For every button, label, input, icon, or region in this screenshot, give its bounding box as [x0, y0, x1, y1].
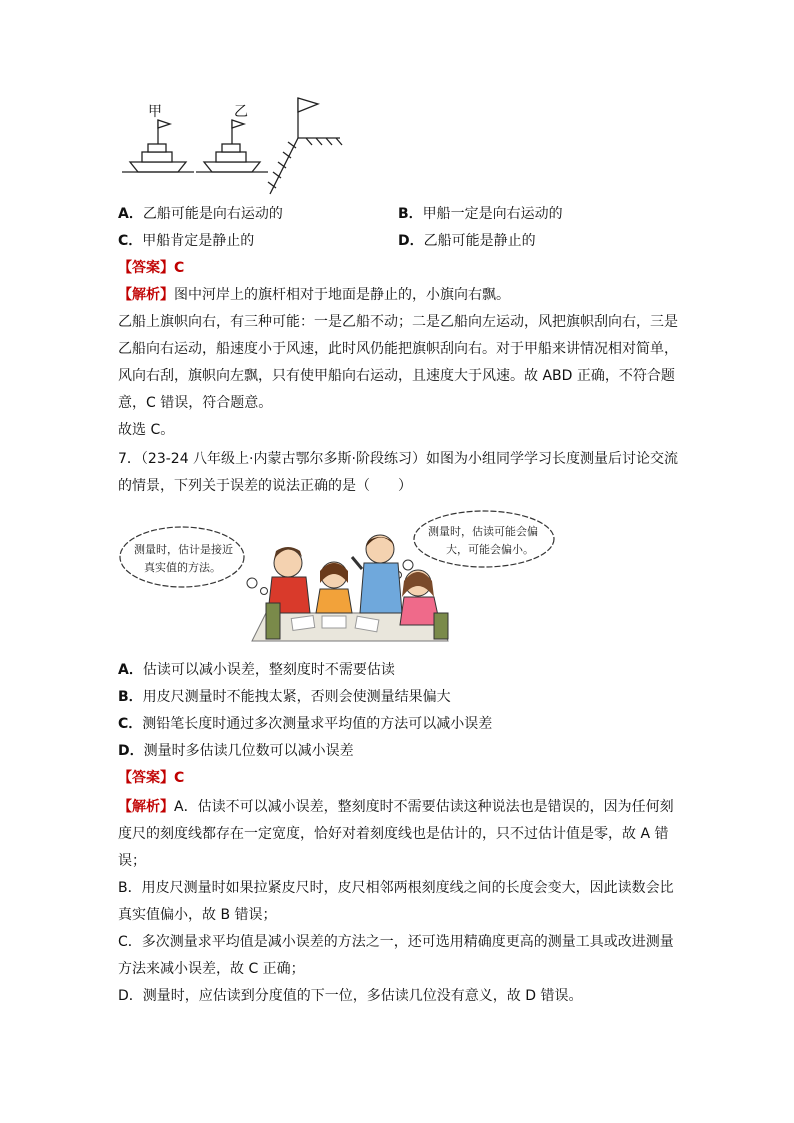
q7-stem-line-1: 7．（23-24 八年级上·内蒙古鄂尔多斯·阶段练习）如图为小组同学学习长度测量后讨论交流: [118, 451, 678, 467]
q6-analysis-line-3: 乙船向右运动，船速度小于风速，此时风仍能把旗帜刮向右。对于甲船来讲情况相对简单，: [118, 341, 678, 357]
q6-option-a[interactable]: A．乙船可能是向右运动的: [118, 206, 283, 222]
q6-option-d[interactable]: D．乙船可能是静止的: [398, 233, 536, 249]
q6-option-c[interactable]: C．甲船肯定是静止的: [118, 233, 255, 249]
q7-analysis-line-3: 误；: [118, 853, 146, 869]
q7-option-d[interactable]: D．测量时多估读几位数可以减小误差: [118, 743, 354, 759]
q6-options-row-2: [118, 230, 718, 252]
q7-analysis-line-4: B．用皮尺测量时如果拉紧皮尺时，皮尺相邻两根刻度线之间的长度会变大，因此读数会比: [118, 880, 674, 896]
q6-answer: 【答案】C: [118, 260, 185, 276]
q7-option-b[interactable]: B．用皮尺测量时不能拽太紧，否则会使测量结果偏大: [118, 689, 451, 705]
q7-analysis-line-6: C．多次测量求平均值是减小误差的方法之一，还可选用精确度更高的测量工具或改进测量: [118, 934, 674, 950]
svg-text:大，可能会偏小。: 大，可能会偏小。: [446, 543, 534, 556]
label-jia: 甲: [148, 104, 162, 120]
boat-jia: [122, 120, 194, 172]
q7-analysis-line-2: 度尺的刻度线都存在一定宽度，恰好对着刻度线也是估计的，只不过估计值是零，故 A 错: [118, 826, 669, 842]
q6-analysis-line-5: 意，C 错误，符合题意。: [118, 395, 273, 411]
q6-analysis-line-6: 故选 C。: [118, 422, 175, 438]
discussion-illustration: [116, 505, 566, 645]
boat-yi: [196, 120, 268, 172]
svg-text:测量时，估读可能会偏: 测量时，估读可能会偏: [428, 525, 538, 538]
q7-analysis-line-8: D．测量时，应估读到分度值的下一位，多估读几位没有意义，故 D 错误。: [118, 988, 583, 1004]
q7-analysis-line-5: 真实值偏小，故 B 错误；: [118, 907, 277, 923]
q6-analysis-line-1: 【解析】图中河岸上的旗杆相对于地面是静止的，小旗向右飘。: [118, 287, 510, 303]
svg-text:真实值的方法。: 真实值的方法。: [144, 561, 221, 574]
student-boy-right: [352, 535, 402, 613]
label-yi: 乙: [234, 104, 248, 120]
q7-analysis-line-7: 方法来减小误差，故 C 正确；: [118, 961, 305, 977]
boats-flag-figure: [118, 94, 348, 196]
q6-analysis-line-2: 乙船上旗帜向右，有三种可能：一是乙船不动；二是乙船向左运动，风把旗帜刮向右，三是: [118, 314, 678, 330]
svg-text:测量时，估计是接近: 测量时，估计是接近: [134, 543, 233, 556]
riverbank-flagpole: [268, 98, 342, 194]
q7-option-c[interactable]: C．测铅笔长度时通过多次测量求平均值的方法可以减小误差: [118, 716, 493, 732]
q7-answer: 【答案】C: [118, 770, 185, 786]
right-thought-bubble: [395, 511, 555, 579]
q7-option-a[interactable]: A．估读可以减小误差，整刻度时不需要估读: [118, 662, 395, 678]
q7-analysis-line-1: 【解析】A．估读不可以减小误差，整刻度时不需要估读这种说法也是错误的，因为任何刻: [118, 799, 674, 815]
student-girl-middle: [316, 562, 352, 613]
q7-stem-line-2: 的情景，下列关于误差的说法正确的是（ ）: [118, 478, 412, 494]
q6-analysis-line-4: 风向右刮，旗帜向左飘，只有使甲船向右运动，且速度大于风速。故 ABD 正确，不符合题: [118, 368, 675, 384]
q6-option-b[interactable]: B．甲船一定是向右运动的: [398, 206, 563, 222]
q6-options-row-1: [118, 203, 718, 225]
left-thought-bubble: [120, 527, 268, 595]
